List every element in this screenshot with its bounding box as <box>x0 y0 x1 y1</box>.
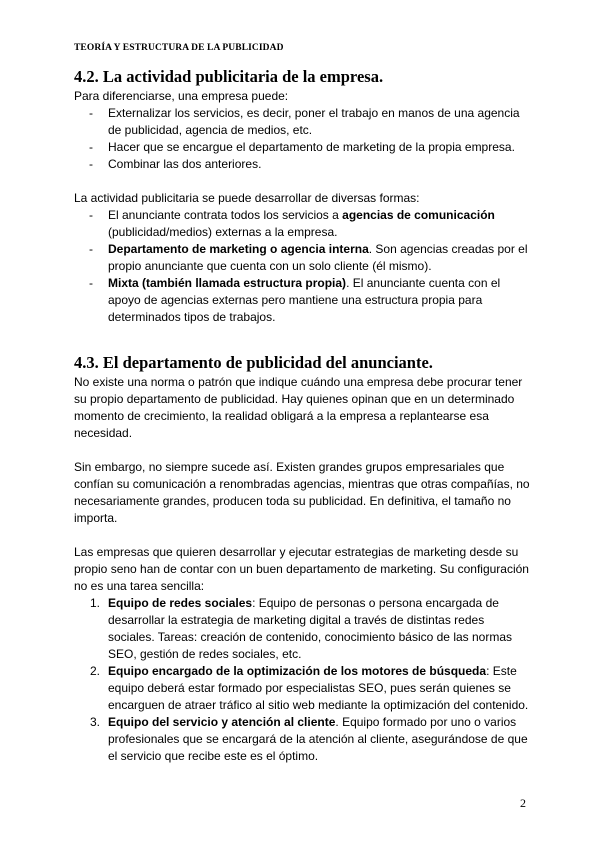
activity-forms-list <box>74 207 534 326</box>
differentiation-options-list <box>74 105 534 173</box>
running-header: TEORÍA Y ESTRUCTURA DE LA PUBLICIDAD <box>74 43 284 53</box>
section-4-2-title: 4.2. La actividad publicitaria de la empresa. <box>74 67 384 86</box>
list-item: - Externalizar los servicios, es decir, poner el trabajo en manos de una agencia de publicidad, agencia de medios, etc. <box>89 106 520 137</box>
page-content <box>74 66 534 765</box>
number-marker: 2. <box>90 664 101 678</box>
page-number: 2 <box>520 796 526 810</box>
number-marker: 1. <box>90 596 101 610</box>
dash-marker: - <box>89 157 93 171</box>
list-item: - Mixta (también llamada estructura propia). El anunciante cuenta con el apoyo de agencias externas pero mantiene una estructura propia para determinados tipos de trabajos. <box>89 276 501 324</box>
list-item: - Hacer que se encargue el departamento de marketing de la propia empresa. <box>89 140 515 154</box>
dash-marker: - <box>89 106 93 120</box>
dash-marker: - <box>89 242 93 256</box>
dash-marker: - <box>89 276 93 290</box>
list-item: - Combinar las dos anteriores. <box>89 157 262 171</box>
forms-intro: La actividad publicitaria se puede desarrollar de diversas formas: <box>74 191 420 205</box>
dash-marker: - <box>89 208 93 222</box>
paragraph: Las empresas que quieren desarrollar y ejecutar estrategias de marketing desde su propio seno han de contar con un buen departamento de marketing. Su configuración no es una tarea sencilla: <box>74 545 529 593</box>
marketing-teams-list <box>74 595 534 765</box>
section-4-2-intro: Para diferenciarse, una empresa puede: <box>74 89 289 103</box>
list-item: 2. Equipo encargado de la optimización de los motores de búsqueda: Este equipo deberá estar formado por especialistas SEO, pues serán quienes se encarguen de atraer tráfico al sitio web mediante la optimización del contenido. <box>90 664 529 712</box>
paragraph: No existe una norma o patrón que indique cuándo una empresa debe procurar tener su propio departamento de publicidad. Hay quienes opinan que en un determinado momento de crecimiento, la realidad obligará a la empresa a replantearse esa necesidad. <box>74 375 523 440</box>
list-item: - El anunciante contrata todos los servicios a agencias de comunicación (publicidad/medios) externas a la empresa. <box>89 208 495 239</box>
dash-marker: - <box>89 140 93 154</box>
list-item: 1. Equipo de redes sociales: Equipo de personas o persona encargada de desarrollar la estrategia de marketing digital a través de distintas redes sociales. Tareas: creación de contenido, conocimiento básico de las normas SEO, gestión de redes sociales, etc. <box>90 596 513 661</box>
list-item: - Departamento de marketing o agencia interna. Son agencias creadas por el propio anunciante que cuenta con un solo cliente (él mismo). <box>89 242 528 273</box>
section-4-3-title: 4.3. El departamento de publicidad del anunciante. <box>74 353 433 372</box>
number-marker: 3. <box>90 715 101 729</box>
paragraph: Sin embargo, no siempre sucede así. Existen grandes grupos empresariales que confían su comunicación a renombradas agencias, mientras que otras compañías, no necesariamente grandes, producen toda su publicidad. En definitiva, el tamaño no importa. <box>74 460 530 525</box>
list-item: 3. Equipo del servicio y atención al cliente. Equipo formado por uno o varios profesionales que se encargará de la atención al cliente, asegurándose de que el servicio que recibe este es el óptimo. <box>90 715 528 763</box>
